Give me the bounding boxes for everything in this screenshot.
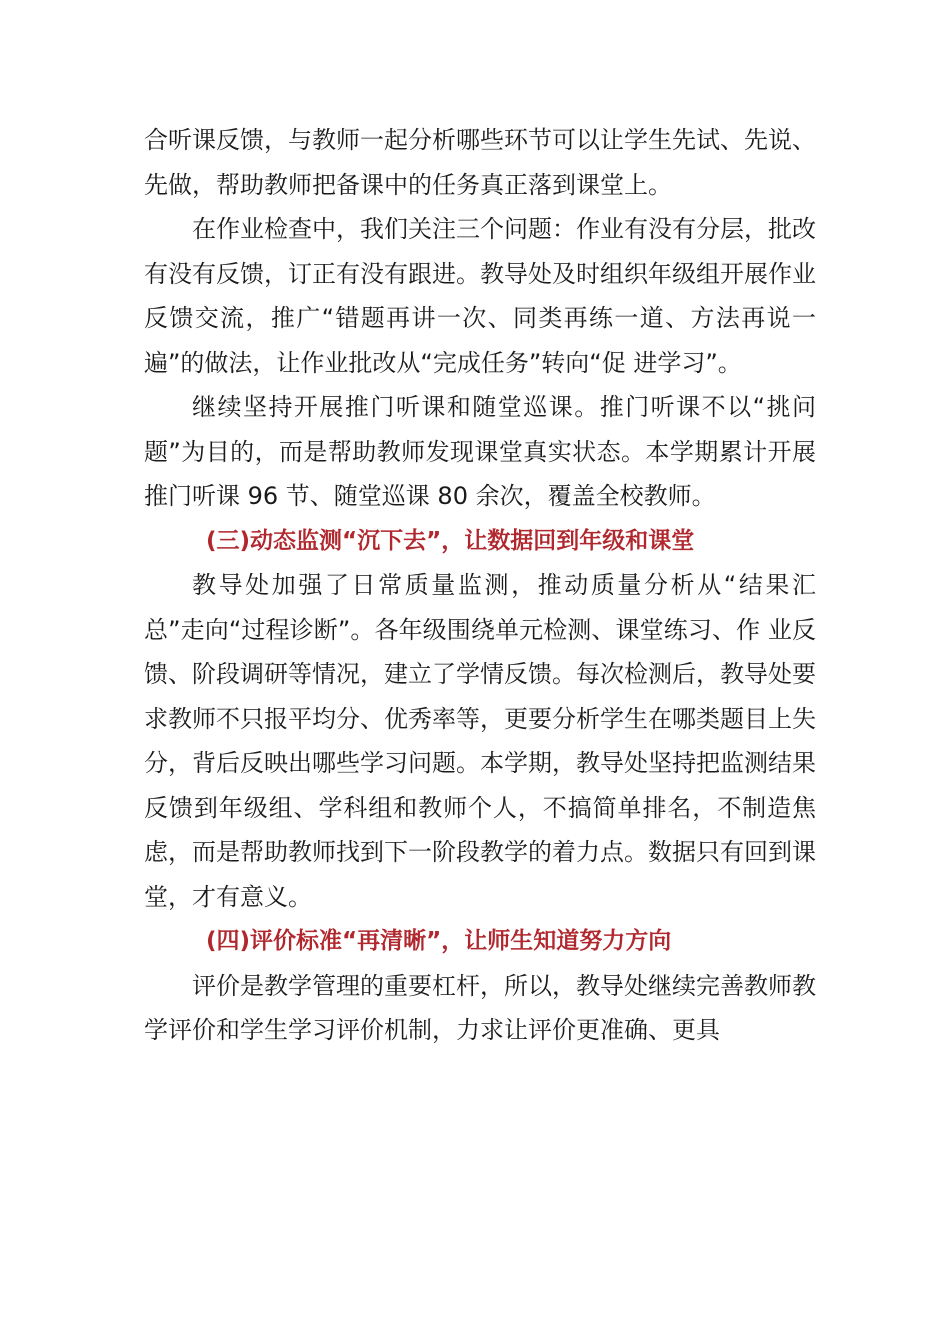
section-heading-dynamic-monitoring: (三)动态监测“沉下去”，让数据回到年级和课堂 (206, 527, 695, 554)
paragraph-evaluation: 评价是教学管理的重要杠杆，所以，教导处继续完善教师教学评价和学生学习评价机制，力求让评价更准确、更具 (144, 971, 816, 1044)
paragraph-class-observation: 继续坚持开展推门听课和随堂巡课。推门听课不以“挑问题”为目的，而是帮助教师发现课堂真实状态。本学期累计开展推门听课 96 节、随堂巡课 80 余次，覆盖全校教师。 (144, 393, 816, 510)
document-body (144, 118, 816, 1053)
paragraph-continued: 合听课反馈，与教师一起分析哪些环节可以让学生先试、先说、先做，帮助教师把备课中的任务真正落到课堂上。 (144, 126, 816, 199)
paragraph-quality-monitoring: 教导处加强了日常质量监测，推动质量分析从“结果汇总”走向“过程诊断”。各年级围绕单元检测、课堂练习、作 业反馈、阶段调研等情况，建立了学情反馈。每次检测后，教导处要求教师不只报平均分、优秀率等，更要分析学生在哪类题目上失分，背后反映出哪些学习问题。本学期，教导处坚持把监测结果反馈到年级组、学科组和教师个人，不搞简单排名，不制造焦虑，而是帮助教师找到下一阶段教学的着力点。数据只有回到课堂，才有意义。 (144, 571, 816, 911)
paragraph-homework-check: 在作业检查中，我们关注三个问题：作业有没有分层，批改有没有反馈，订正有没有跟进。教导处及时组织年级组开展作业反馈交流，推广“错题再讲一次、同类再练一道、方法再说一遍”的做法，让作业批改从“完成任务”转向“促 进学习”。 (144, 215, 816, 377)
section-heading-evaluation-standards: (四)评价标准“再清晰”，让师生知道努力方向 (206, 928, 672, 954)
